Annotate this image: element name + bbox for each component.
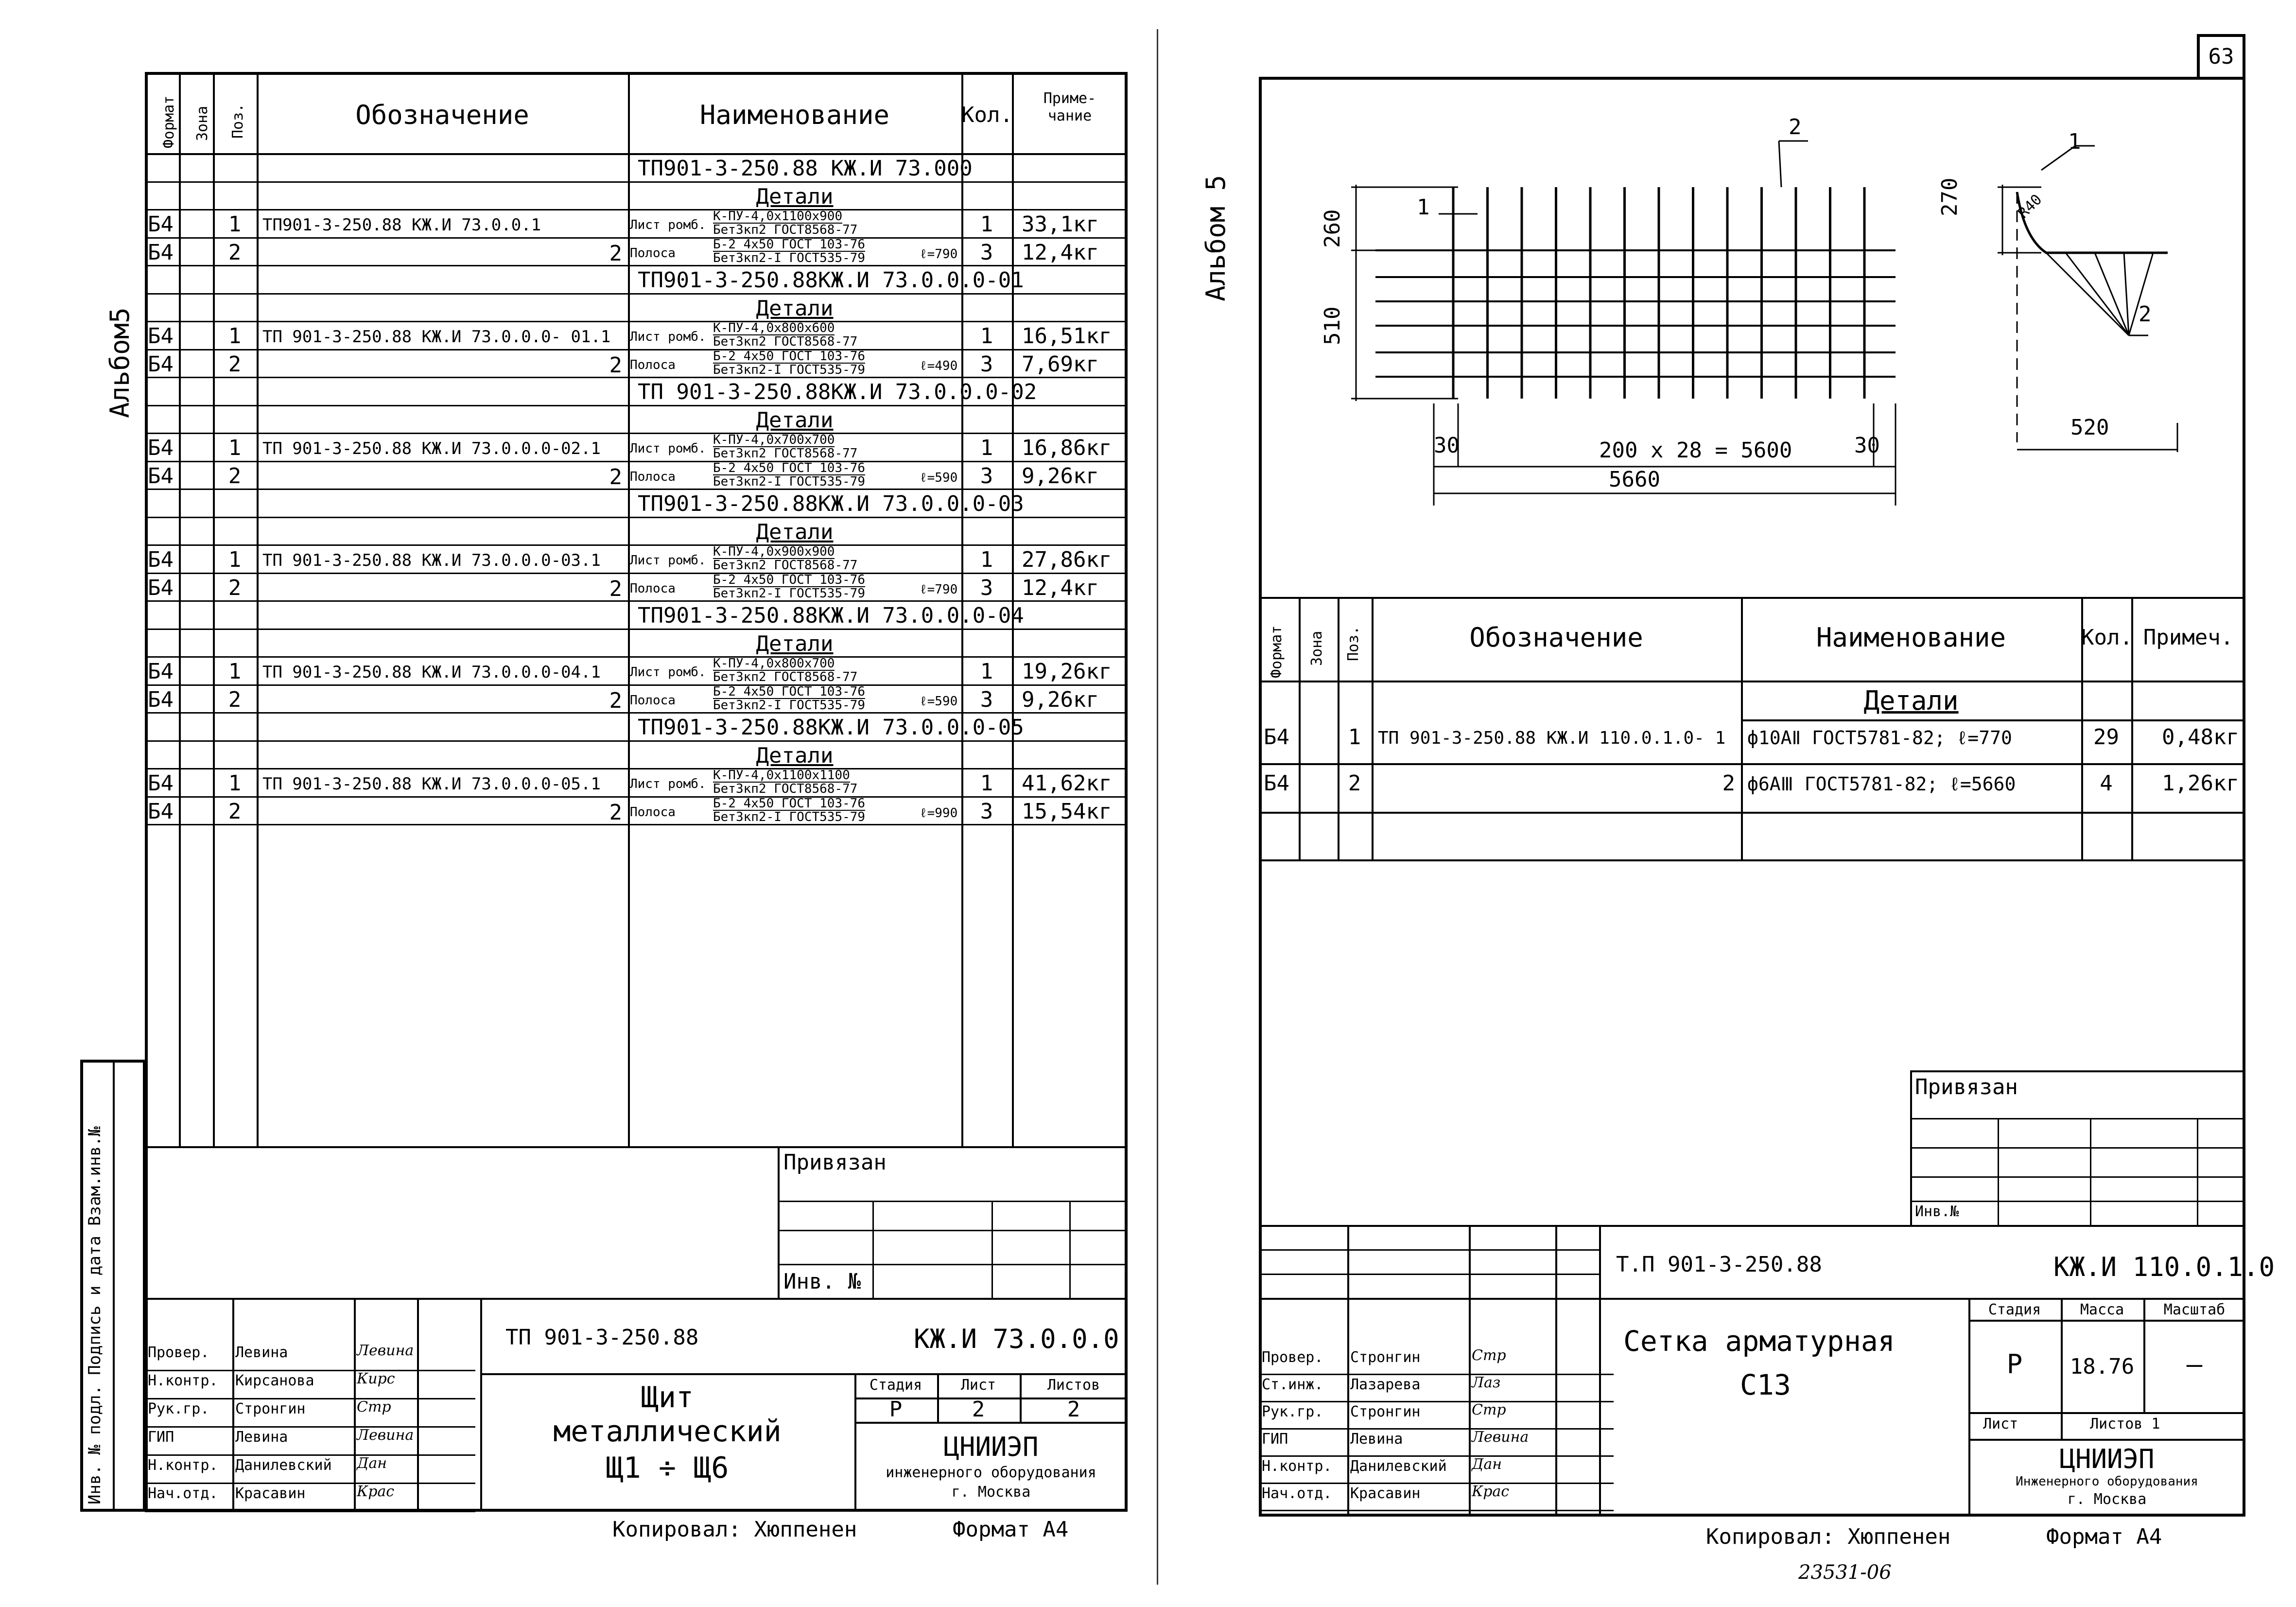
left-org1: ЦНИИЭП <box>943 1432 1039 1462</box>
row-format: Б4 <box>148 240 174 265</box>
row-pos: 1 <box>228 436 242 460</box>
row-name-bottom: Бет3кп2-I ГОСТ535-79 <box>713 809 866 824</box>
row-note: 0,48кг <box>2162 725 2239 750</box>
row-format: Б4 <box>148 351 174 377</box>
row-name-bottom: Бет3кп2-I ГОСТ535-79 <box>713 474 866 489</box>
right-sheets-label: Листов 1 <box>2090 1415 2160 1432</box>
left-group-section: Детали <box>756 407 834 433</box>
person-name: Данилевский <box>235 1457 332 1474</box>
mesh-pos2: 2 <box>1789 115 1802 140</box>
mesh-pos1: 1 <box>1417 195 1430 220</box>
person-role: Н.контр. <box>148 1457 218 1474</box>
row-note: 27,86кг <box>1022 547 1112 572</box>
row-format: Б4 <box>148 575 174 600</box>
row-format: Б4 <box>148 659 174 684</box>
row-note: 16,51кг <box>1022 324 1112 349</box>
row-designation: 2 <box>609 800 622 825</box>
right-header-pos: Поз. <box>1345 626 1362 661</box>
right-scale: — <box>2186 1349 2203 1380</box>
person-role: Н.контр. <box>148 1372 218 1389</box>
row-note: 9,26кг <box>1022 687 1099 712</box>
right-scale-label: Масштаб <box>2163 1301 2226 1318</box>
archive-number: 23531-06 <box>1798 1561 1892 1584</box>
row-designation: 2 <box>609 576 622 601</box>
person-signature: Дан <box>1472 1456 1502 1473</box>
left-group-section: Детали <box>756 743 834 768</box>
row-format: Б4 <box>1264 725 1289 750</box>
right-mass-label: Масса <box>2080 1301 2124 1318</box>
row-designation: ТП901-3-250.88 КЖ.И 73.0.0.1 <box>262 215 541 235</box>
row-designation: 2 <box>1722 771 1735 796</box>
right-album-label: Альбом 5 <box>1200 175 1231 301</box>
right-format: Формат А4 <box>2046 1524 2162 1549</box>
left-album-label: Альбом5 <box>104 307 135 418</box>
row-note: 1,26кг <box>2162 771 2239 796</box>
person-name: Левина <box>235 1429 288 1446</box>
dim-30a: 30 <box>1434 433 1460 458</box>
right-header-zone: Зона <box>1308 630 1325 666</box>
right-header-designation: Обозначение <box>1469 622 1643 653</box>
left-header-format: Формат <box>160 95 177 148</box>
row-name-prefix: Полоса <box>630 693 676 708</box>
row-qty: 29 <box>2093 725 2119 750</box>
leader-line <box>2124 253 2129 335</box>
person-signature: Крас <box>357 1483 395 1500</box>
person-role: Н.контр. <box>1262 1458 1332 1475</box>
row-name-length: ℓ=790 <box>920 246 958 262</box>
row-qty: 3 <box>980 240 993 265</box>
left-copied: Копировал: Хюппенен <box>612 1517 857 1542</box>
right-org1: ЦНИИЭП <box>2059 1444 2155 1474</box>
row-name-length: ℓ=590 <box>920 470 958 485</box>
row-pos: 1 <box>1348 725 1361 750</box>
leader-line <box>2066 253 2129 335</box>
row-name-prefix: Лист ромб. <box>630 330 706 344</box>
left-stamp-mark: КЖ.И 73.0.0.0 <box>914 1324 1119 1354</box>
left-group-section: Детали <box>756 631 834 656</box>
row-name-prefix: Лист ромб. <box>630 218 706 232</box>
left-stamp-code: ТП 901-3-250.88 <box>505 1325 699 1350</box>
person-signature: Стр <box>1472 1401 1506 1418</box>
person-name: Левина <box>235 1344 288 1361</box>
right-stamp-mark: КЖ.И 110.0.1.0 <box>2053 1252 2275 1282</box>
row-pos: 1 <box>228 771 242 796</box>
side-pos2: 2 <box>2139 302 2152 327</box>
right-privyazan: Привязан <box>1915 1075 2018 1100</box>
row-qty: 3 <box>980 799 993 824</box>
row-format: Б4 <box>148 324 174 349</box>
person-signature: Стр <box>357 1398 391 1415</box>
right-stamp-code: Т.П 901-3-250.88 <box>1616 1252 1822 1277</box>
row-name-length: ℓ=490 <box>920 358 958 373</box>
left-inv: Инв. № <box>783 1269 861 1294</box>
row-pos: 2 <box>228 240 242 265</box>
row-name-prefix: Лист ромб. <box>630 777 706 791</box>
leader-line <box>2095 253 2129 335</box>
row-format: Б4 <box>148 799 174 824</box>
right-header-name: Наименование <box>1816 622 2006 653</box>
left-group-doc: ТП901-3-250.88КЖ.И 73.0.0.0-04 <box>638 603 1024 628</box>
row-pos: 2 <box>228 463 242 489</box>
row-note: 16,86кг <box>1022 436 1112 460</box>
person-signature: Дан <box>357 1455 387 1472</box>
row-note: 12,4кг <box>1022 240 1099 265</box>
left-org3: г. Москва <box>951 1484 1031 1501</box>
row-name-top: Б-2 4х50 ГОСТ 103-76 <box>713 349 866 364</box>
person-signature: Лаз <box>1472 1374 1501 1391</box>
left-header-pos: Поз. <box>229 103 246 139</box>
row-name: ф6АⅢ ГОСТ5781-82; ℓ=5660 <box>1747 773 2016 795</box>
row-name-bottom: Бет3кп2-I ГОСТ535-79 <box>713 250 866 265</box>
person-signature: Левина <box>357 1427 414 1444</box>
leader-line <box>2046 253 2129 335</box>
row-note: 9,26кг <box>1022 463 1099 489</box>
left-group-section: Детали <box>756 184 834 209</box>
row-name-top: К-ПУ-4,0х800х700 <box>713 656 835 671</box>
leader-line <box>1779 141 1781 187</box>
right-stage: Р <box>2006 1349 2023 1380</box>
left-sheets: 2 <box>1067 1397 1080 1422</box>
row-name-prefix: Полоса <box>630 804 676 820</box>
side-pos1: 1 <box>2068 129 2081 154</box>
row-name-bottom: Бет3кп2-I ГОСТ535-79 <box>713 586 866 601</box>
right-copied: Копировал: Хюппенен <box>1706 1524 1951 1549</box>
row-format: Б4 <box>148 463 174 489</box>
right-title-1: Сетка арматурная <box>1623 1325 1895 1358</box>
row-name-bottom: Бет3кп2 ГОСТ8568-77 <box>713 223 858 237</box>
left-group-section: Детали <box>756 296 834 321</box>
right-header-qty: Кол. <box>2081 625 2133 650</box>
left-header-name: Наименование <box>699 100 890 130</box>
dim-260: 260 <box>1320 209 1345 248</box>
person-signature: Левина <box>357 1342 414 1359</box>
right-sheet-label: Лист <box>1983 1415 2018 1432</box>
right-stage-label: Стадия <box>1988 1301 2041 1318</box>
person-signature: Крас <box>1472 1483 1510 1500</box>
row-name-prefix: Лист ромб. <box>630 441 706 456</box>
left-group-doc: ТП 901-3-250.88КЖ.И 73.0.0.0-02 <box>638 380 1037 404</box>
row-format: Б4 <box>148 212 174 237</box>
left-sheet-label: Лист <box>960 1377 996 1394</box>
right-page-no: 63 <box>2208 44 2234 69</box>
person-role: Провер. <box>148 1344 209 1361</box>
dim-270: 270 <box>1937 177 1962 216</box>
left-group-doc: ТП901-3-250.88 КЖ.И 73.000 <box>638 156 973 181</box>
person-name: Стронгин <box>1350 1349 1421 1366</box>
row-pos: 2 <box>1348 771 1361 796</box>
dim-30b: 30 <box>1854 433 1880 458</box>
row-name-prefix: Полоса <box>630 245 676 261</box>
dim-510: 510 <box>1320 306 1345 345</box>
row-note: 15,54кг <box>1022 799 1112 824</box>
person-role: Ст.инж. <box>1262 1376 1323 1393</box>
left-group-section: Детали <box>756 519 834 544</box>
row-qty: 1 <box>980 659 993 684</box>
row-name-top: К-ПУ-4,0х1100х900 <box>713 209 843 224</box>
right-section: Детали <box>1863 685 1959 716</box>
row-designation: 2 <box>609 241 622 266</box>
right-header-format: Формат <box>1268 625 1285 678</box>
left-format: Формат А4 <box>953 1517 1069 1542</box>
row-name-prefix: Полоса <box>630 469 676 484</box>
left-sheets-label: Листов <box>1047 1377 1100 1394</box>
row-name-top: К-ПУ-4,0х1100х1100 <box>713 768 850 783</box>
left-group-doc: ТП901-3-250.88КЖ.И 73.0.0.0-05 <box>638 715 1024 740</box>
row-qty: 3 <box>980 463 993 489</box>
row-name-length: ℓ=790 <box>920 582 958 597</box>
left-side-stamp: Инв. № подл. Подпись и дата Взам.инв.№ <box>85 1126 104 1504</box>
row-name-top: Б-2 4х50 ГОСТ 103-76 <box>713 460 866 475</box>
row-pos: 2 <box>228 575 242 600</box>
row-format: Б4 <box>148 687 174 712</box>
dim-520: 520 <box>2070 415 2109 440</box>
row-name-top: Б-2 4х50 ГОСТ 103-76 <box>713 237 866 252</box>
person-role: Рук.гр. <box>148 1400 209 1417</box>
row-note: 19,26кг <box>1022 659 1112 684</box>
row-name-length: ℓ=590 <box>920 694 958 709</box>
row-note: 12,4кг <box>1022 575 1099 600</box>
bend-radius: R40 <box>2015 191 2046 222</box>
left-group-doc: ТП901-3-250.88КЖ.И 73.0.0.0-01 <box>638 268 1024 293</box>
row-name-prefix: Лист ромб. <box>630 665 706 680</box>
person-role: Провер. <box>1262 1349 1323 1366</box>
row-qty: 1 <box>980 436 993 460</box>
row-name-bottom: Бет3кп2 ГОСТ8568-77 <box>713 670 858 684</box>
row-pos: 2 <box>228 687 242 712</box>
left-title-2: металлический <box>553 1415 782 1449</box>
left-org2: инженерного оборудования <box>886 1464 1096 1481</box>
row-designation: ТП 901-3-250.88 КЖ.И 73.0.0.0-04.1 <box>262 663 601 682</box>
person-signature: Кирс <box>357 1370 395 1387</box>
dim-spacing: 200 х 28 = 5600 <box>1599 438 1792 463</box>
row-name-bottom: Бет3кп2 ГОСТ8568-77 <box>713 446 858 461</box>
left-header-qty: Кол. <box>961 103 1013 127</box>
row-name-bottom: Бет3кп2-I ГОСТ535-79 <box>713 698 866 713</box>
row-name-top: Б-2 4х50 ГОСТ 103-76 <box>713 572 866 587</box>
row-name-top: К-ПУ-4,0х900х900 <box>713 544 835 559</box>
row-qty: 3 <box>980 351 993 377</box>
left-title-1: Щит <box>641 1380 694 1415</box>
person-role: Нач.отд. <box>1262 1485 1332 1502</box>
dim-total: 5660 <box>1609 467 1660 492</box>
row-format: Б4 <box>148 436 174 460</box>
person-name: Кирсанова <box>235 1372 314 1389</box>
row-designation: ТП 901-3-250.88 КЖ.И 110.0.1.0- 1 <box>1378 728 1726 748</box>
row-designation: ТП 901-3-250.88 КЖ.И 73.0.0.0-03.1 <box>262 551 601 570</box>
row-name-bottom: Бет3кп2 ГОСТ8568-77 <box>713 558 858 573</box>
row-qty: 3 <box>980 575 993 600</box>
row-designation: 2 <box>609 352 622 378</box>
right-mass: 18.76 <box>2070 1354 2135 1379</box>
person-name: Стронгин <box>235 1400 306 1417</box>
right-inv: Инв.№ <box>1915 1203 1959 1220</box>
row-qty: 1 <box>980 212 993 237</box>
right-org3: г. Москва <box>2067 1491 2147 1508</box>
left-privyazan: Привязан <box>783 1150 887 1175</box>
row-name-top: К-ПУ-4,0х800х600 <box>713 321 835 335</box>
mesh-drawing <box>0 0 2296 583</box>
row-designation: ТП 901-3-250.88 КЖ.И 73.0.0.0- 01.1 <box>262 327 611 347</box>
person-signature: Стр <box>1472 1347 1506 1364</box>
row-qty: 1 <box>980 324 993 349</box>
person-signature: Левина <box>1472 1429 1529 1446</box>
left-stage-label: Стадия <box>869 1377 922 1394</box>
left-title-3: Щ1 ÷ Щ6 <box>606 1451 729 1485</box>
person-role: Рук.гр. <box>1262 1403 1323 1420</box>
row-name-bottom: Бет3кп2-I ГОСТ535-79 <box>713 362 866 377</box>
right-title-2: С13 <box>1740 1368 1791 1401</box>
person-name: Левина <box>1350 1431 1403 1448</box>
right-org2: Инженерного оборудования <box>2016 1474 2198 1489</box>
person-role: ГИП <box>1262 1431 1288 1448</box>
row-designation: 2 <box>609 464 622 489</box>
left-sheet: 2 <box>972 1397 985 1422</box>
row-format: Б4 <box>1264 771 1289 796</box>
row-format: Б4 <box>148 771 174 796</box>
row-name-length: ℓ=990 <box>920 805 958 821</box>
row-designation: 2 <box>609 688 622 713</box>
left-header-note: Приме- чание <box>1043 90 1096 124</box>
row-name-bottom: Бет3кп2 ГОСТ8568-77 <box>713 782 858 796</box>
row-name: ф10АⅡ ГОСТ5781-82; ℓ=770 <box>1747 727 2012 749</box>
row-designation: ТП 901-3-250.88 КЖ.И 73.0.0.0-05.1 <box>262 774 601 794</box>
person-name: Данилевский <box>1350 1458 1447 1475</box>
row-qty: 3 <box>980 687 993 712</box>
left-header-zone: Зона <box>194 105 211 141</box>
person-name: Стронгин <box>1350 1403 1421 1420</box>
left-header-designation: Обозначение <box>355 100 529 130</box>
row-name-top: Б-2 4х50 ГОСТ 103-76 <box>713 796 866 811</box>
row-pos: 1 <box>228 659 242 684</box>
row-qty: 1 <box>980 771 993 796</box>
left-stage: Р <box>889 1397 903 1422</box>
person-role: Нач.отд. <box>148 1485 218 1502</box>
row-qty: 1 <box>980 547 993 572</box>
row-note: 7,69кг <box>1022 351 1099 377</box>
row-qty: 4 <box>2100 771 2113 796</box>
row-pos: 1 <box>228 324 242 349</box>
row-designation: ТП 901-3-250.88 КЖ.И 73.0.0.0-02.1 <box>262 439 601 458</box>
row-name-top: К-ПУ-4,0х700х700 <box>713 433 835 447</box>
row-note: 41,62кг <box>1022 771 1112 796</box>
row-pos: 2 <box>228 351 242 377</box>
row-name-prefix: Полоса <box>630 357 676 372</box>
row-name-bottom: Бет3кп2 ГОСТ8568-77 <box>713 334 858 349</box>
row-pos: 2 <box>228 799 242 824</box>
left-group-doc: ТП901-3-250.88КЖ.И 73.0.0.0-03 <box>638 491 1024 516</box>
row-note: 33,1кг <box>1022 212 1099 237</box>
row-pos: 1 <box>228 547 242 572</box>
person-name: Красавин <box>235 1485 306 1502</box>
right-header-note: Примеч. <box>2143 625 2234 650</box>
person-role: ГИП <box>148 1429 174 1446</box>
row-name-prefix: Полоса <box>630 581 676 596</box>
person-name: Красавин <box>1350 1485 1421 1502</box>
person-name: Лазарева <box>1350 1376 1421 1393</box>
row-name-prefix: Лист ромб. <box>630 553 706 568</box>
row-name-top: Б-2 4х50 ГОСТ 103-76 <box>713 684 866 699</box>
row-pos: 1 <box>228 212 242 237</box>
row-format: Б4 <box>148 547 174 572</box>
